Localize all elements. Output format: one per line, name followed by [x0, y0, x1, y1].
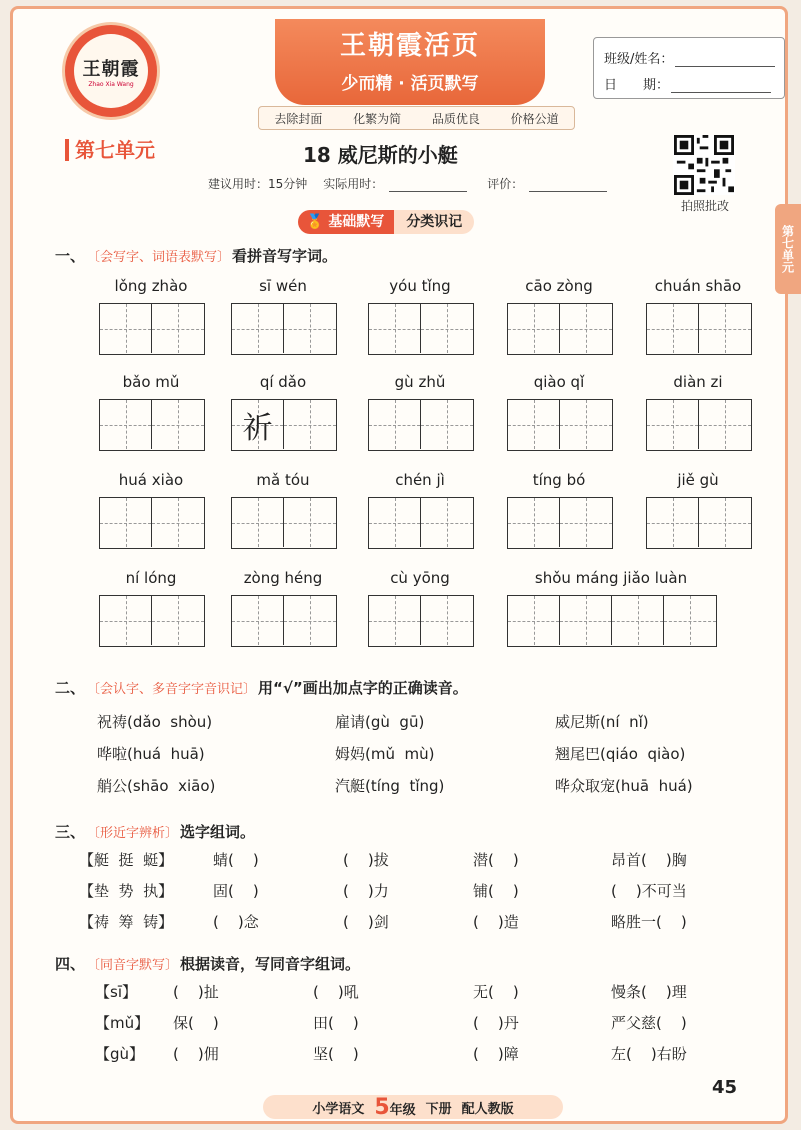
writing-cell[interactable] [152, 596, 204, 645]
writing-cell[interactable] [647, 498, 699, 547]
qr-label: 拍照批改 [680, 199, 729, 213]
writing-boxes[interactable] [231, 497, 337, 549]
writing-cell[interactable] [508, 400, 560, 449]
q3-item[interactable]: ( )力 [343, 882, 389, 900]
writing-cell[interactable] [369, 498, 421, 547]
writing-cell[interactable] [284, 498, 336, 547]
writing-boxes[interactable] [368, 303, 474, 355]
writing-boxes[interactable] [507, 497, 613, 549]
q4-number: 四、 [55, 955, 86, 973]
writing-cell[interactable] [369, 304, 421, 353]
filled-character: 祈 [242, 410, 273, 446]
writing-cell[interactable] [421, 304, 473, 353]
slogan-item: 化繁为简 [353, 111, 402, 126]
slogan-item: 去除封面 [274, 111, 323, 126]
writing-boxes[interactable] [99, 399, 205, 451]
q3-item[interactable]: 【祷 筹 铸】 [79, 913, 174, 931]
q4-instruction: 根据读音，写同音字组词。 [180, 955, 361, 973]
actual-time-blank[interactable] [389, 179, 467, 192]
writing-cell[interactable] [421, 400, 473, 449]
q1-heading [55, 245, 337, 266]
pinyin-label: zòng héng [243, 569, 323, 587]
writing-boxes[interactable] [99, 303, 205, 355]
writing-cell[interactable] [284, 304, 336, 353]
pinyin-label: qí dǎo [259, 373, 307, 391]
footer-subject: 小学语文 [312, 1101, 365, 1117]
q4-item[interactable]: ( )障 [473, 1045, 519, 1063]
q2-number: 二、 [55, 679, 86, 697]
pinyin-label: sī wén [259, 277, 307, 295]
q4-item[interactable]: 左( )右盼 [611, 1045, 687, 1063]
date-label: 日 期： [604, 78, 670, 93]
q2-item[interactable]: 雇请(gù gū) [335, 713, 425, 731]
pinyin-label: shǒu máng jiǎo luàn [534, 569, 688, 587]
pinyin-label: huá xiào [118, 471, 184, 489]
writing-boxes[interactable] [231, 595, 337, 647]
section-a-text: 基础默写 [328, 214, 385, 230]
writing-cell[interactable] [612, 596, 664, 645]
q3-item[interactable]: 固( ) [213, 882, 259, 900]
pinyin-label: ní lóng [125, 569, 177, 587]
pinyin-label: jiě gù [677, 471, 719, 489]
writing-cell[interactable] [421, 596, 473, 645]
q3-item[interactable]: 略胜一( ) [611, 913, 687, 931]
slogan-bar [258, 106, 575, 130]
qr-code-icon[interactable] [673, 135, 735, 195]
writing-cell[interactable] [100, 596, 152, 645]
q2-instruction: 用“√”画出加点字的正确读音。 [258, 679, 468, 697]
side-unit-tab: 第七单元 [775, 204, 801, 294]
writing-cell[interactable] [152, 400, 204, 449]
writing-cell[interactable] [232, 304, 284, 353]
q3-item[interactable]: 【艇 挺 蜓】 [79, 851, 174, 869]
q4-item[interactable]: ( )吼 [313, 983, 359, 1001]
writing-cell[interactable] [100, 400, 152, 449]
q4-heading [55, 953, 360, 974]
pinyin-label: chuán shāo [654, 277, 742, 295]
writing-cell[interactable] [664, 596, 716, 645]
writing-boxes[interactable] [507, 595, 717, 647]
medal-icon: 🏅 [306, 214, 324, 230]
footer-bar [263, 1095, 563, 1119]
q3-item[interactable]: ( )剑 [343, 913, 389, 931]
q3-item[interactable]: ( )造 [473, 913, 519, 931]
q1-number: 一、 [55, 247, 86, 265]
writing-boxes[interactable] [368, 399, 474, 451]
section-header [298, 210, 474, 234]
footer-grade-number: 5 [374, 1094, 390, 1120]
score-blank[interactable] [529, 179, 607, 192]
pinyin-label: diàn zi [673, 373, 723, 391]
pinyin-label: mǎ tóu [256, 471, 310, 489]
pinyin-label: yóu tǐng [389, 277, 451, 295]
worksheet-page [10, 6, 795, 1124]
timing-row [208, 175, 607, 192]
q3-item[interactable]: 昂首( )胸 [611, 851, 687, 869]
q4-item[interactable]: 【gù】 [95, 1045, 145, 1063]
writing-boxes[interactable] [231, 303, 337, 355]
q4-tag: 〔同音字默写〕 [87, 958, 179, 973]
footer-volume: 下册 [425, 1101, 452, 1117]
writing-cell[interactable] [647, 304, 699, 353]
writing-cell[interactable] [232, 596, 284, 645]
writing-cell[interactable] [560, 304, 612, 353]
page-number: 45 [711, 1077, 737, 1098]
q3-item[interactable]: 蜻( ) [213, 851, 259, 869]
writing-cell[interactable] [560, 498, 612, 547]
q4-item[interactable]: 坚( ) [313, 1045, 359, 1063]
q2-item[interactable]: 汽艇(tíng tǐng) [335, 777, 445, 795]
footer-grade: 年级 [389, 1102, 416, 1118]
q4-item[interactable]: 无( ) [473, 983, 519, 1001]
writing-boxes[interactable] [646, 497, 752, 549]
q2-item[interactable]: 哗啦(huá huā) [97, 745, 205, 763]
writing-boxes[interactable] [368, 497, 474, 549]
writing-cell[interactable] [152, 304, 204, 353]
q2-item[interactable]: 艄公(shāo xiāo) [97, 777, 216, 795]
lesson-title: 18 威尼斯的小艇 [303, 143, 458, 167]
brand-logo [65, 25, 157, 117]
q2-item[interactable]: 祝祷(dǎo shòu) [97, 713, 213, 731]
actual-time-label: 实际用时： [323, 177, 384, 191]
q1-instruction: 看拼音写字词。 [232, 247, 338, 265]
writing-cell[interactable] [421, 498, 473, 547]
q3-item[interactable]: 铺( ) [473, 882, 519, 900]
q3-item[interactable]: 潜( ) [473, 851, 519, 869]
q2-heading [55, 677, 468, 698]
writing-cell[interactable] [508, 596, 560, 645]
q4-item[interactable]: ( )佣 [173, 1045, 219, 1063]
writing-cell[interactable] [699, 498, 751, 547]
q4-item[interactable]: 【sī】 [95, 983, 137, 1001]
writing-cell[interactable] [560, 596, 612, 645]
section-label-primary [298, 210, 394, 234]
q3-item[interactable]: ( )拔 [343, 851, 389, 869]
class-name-label: 班级/姓名： [604, 52, 674, 67]
unit-title: 第七单元 [65, 139, 155, 161]
q3-tag: 〔形近字辨析〕 [87, 826, 179, 841]
q3-instruction: 选字组词。 [180, 823, 256, 841]
writing-cell[interactable] [100, 304, 152, 353]
q4-item[interactable]: 慢条( )理 [611, 983, 687, 1001]
writing-cell[interactable] [647, 400, 699, 449]
q3-number: 三、 [55, 823, 86, 841]
class-name-blank[interactable] [675, 54, 775, 67]
banner-subtitle: 少而精 · 活页默写 [341, 74, 479, 94]
writing-cell[interactable] [284, 400, 336, 449]
writing-boxes[interactable] [507, 303, 613, 355]
q4-item[interactable]: 保( ) [173, 1014, 219, 1032]
writing-boxes[interactable] [368, 595, 474, 647]
writing-cell[interactable] [369, 596, 421, 645]
q4-item[interactable]: 【mǔ】 [95, 1014, 150, 1032]
slogan-item: 价格公道 [510, 111, 559, 126]
pinyin-label: cù yōng [390, 569, 450, 587]
q3-item[interactable]: ( )不可当 [611, 882, 687, 900]
writing-cell[interactable] [699, 400, 751, 449]
writing-cell[interactable] [560, 400, 612, 449]
section-label-secondary: 分类识记 [394, 210, 474, 234]
writing-cell[interactable] [369, 400, 421, 449]
writing-cell[interactable] [100, 498, 152, 547]
banner-title: 王朝霞活页 [339, 31, 480, 61]
q3-item[interactable]: ( )念 [213, 913, 259, 931]
q4-item[interactable]: 严父慈( ) [611, 1014, 687, 1032]
writing-cell[interactable] [284, 596, 336, 645]
writing-boxes[interactable] [507, 399, 613, 451]
q4-item[interactable]: ( )丹 [473, 1014, 519, 1032]
header-banner [275, 19, 545, 105]
writing-boxes[interactable] [99, 497, 205, 549]
q2-item[interactable]: 翘尾巴(qiáo qiào) [555, 745, 686, 763]
writing-boxes[interactable] [231, 399, 337, 451]
pinyin-label: qiào qǐ [533, 373, 585, 391]
score-label: 评价： [487, 177, 524, 191]
pinyin-label: cāo zòng [525, 277, 593, 295]
q2-item[interactable]: 哗众取宠(huā huá) [555, 777, 693, 795]
student-info-box [593, 37, 785, 99]
q2-item[interactable]: 姆妈(mǔ mù) [335, 745, 435, 763]
pinyin-label: gù zhǔ [394, 373, 446, 391]
writing-cell[interactable] [232, 498, 284, 547]
pinyin-label: lǒng zhào [114, 277, 188, 295]
writing-cell[interactable] [152, 498, 204, 547]
q2-tag: 〔会认字、多音字字音识记〕 [87, 682, 257, 697]
writing-cell[interactable] [508, 498, 560, 547]
q3-heading [55, 821, 255, 842]
writing-cell[interactable] [508, 304, 560, 353]
q2-item[interactable]: 威尼斯(ní nǐ) [555, 713, 649, 731]
date-blank[interactable] [671, 80, 771, 93]
suggested-time: 建议用时：15分钟 [208, 177, 308, 191]
slogan-item: 品质优良 [431, 111, 480, 126]
pinyin-label: chén jì [395, 471, 445, 489]
date-line[interactable] [604, 74, 771, 93]
writing-boxes[interactable] [646, 303, 752, 355]
q3-item[interactable]: 【垫 势 执】 [79, 882, 174, 900]
pinyin-label: tíng bó [532, 471, 586, 489]
writing-cell[interactable] [699, 304, 751, 353]
writing-boxes[interactable] [99, 595, 205, 647]
logo-subtext: Zhao Xia Wang [88, 80, 134, 88]
q4-item[interactable]: ( )扯 [173, 983, 219, 1001]
footer-edition: 配人教版 [461, 1101, 514, 1117]
logo-text: 王朝霞 [82, 58, 140, 80]
pinyin-label: bǎo mǔ [122, 373, 180, 391]
class-name-line[interactable] [604, 48, 775, 67]
q4-item[interactable]: 田( ) [313, 1014, 359, 1032]
writing-boxes[interactable] [646, 399, 752, 451]
writing-cell[interactable] [232, 400, 284, 449]
q1-tag: 〔会写字、词语表默写〕 [87, 250, 231, 265]
